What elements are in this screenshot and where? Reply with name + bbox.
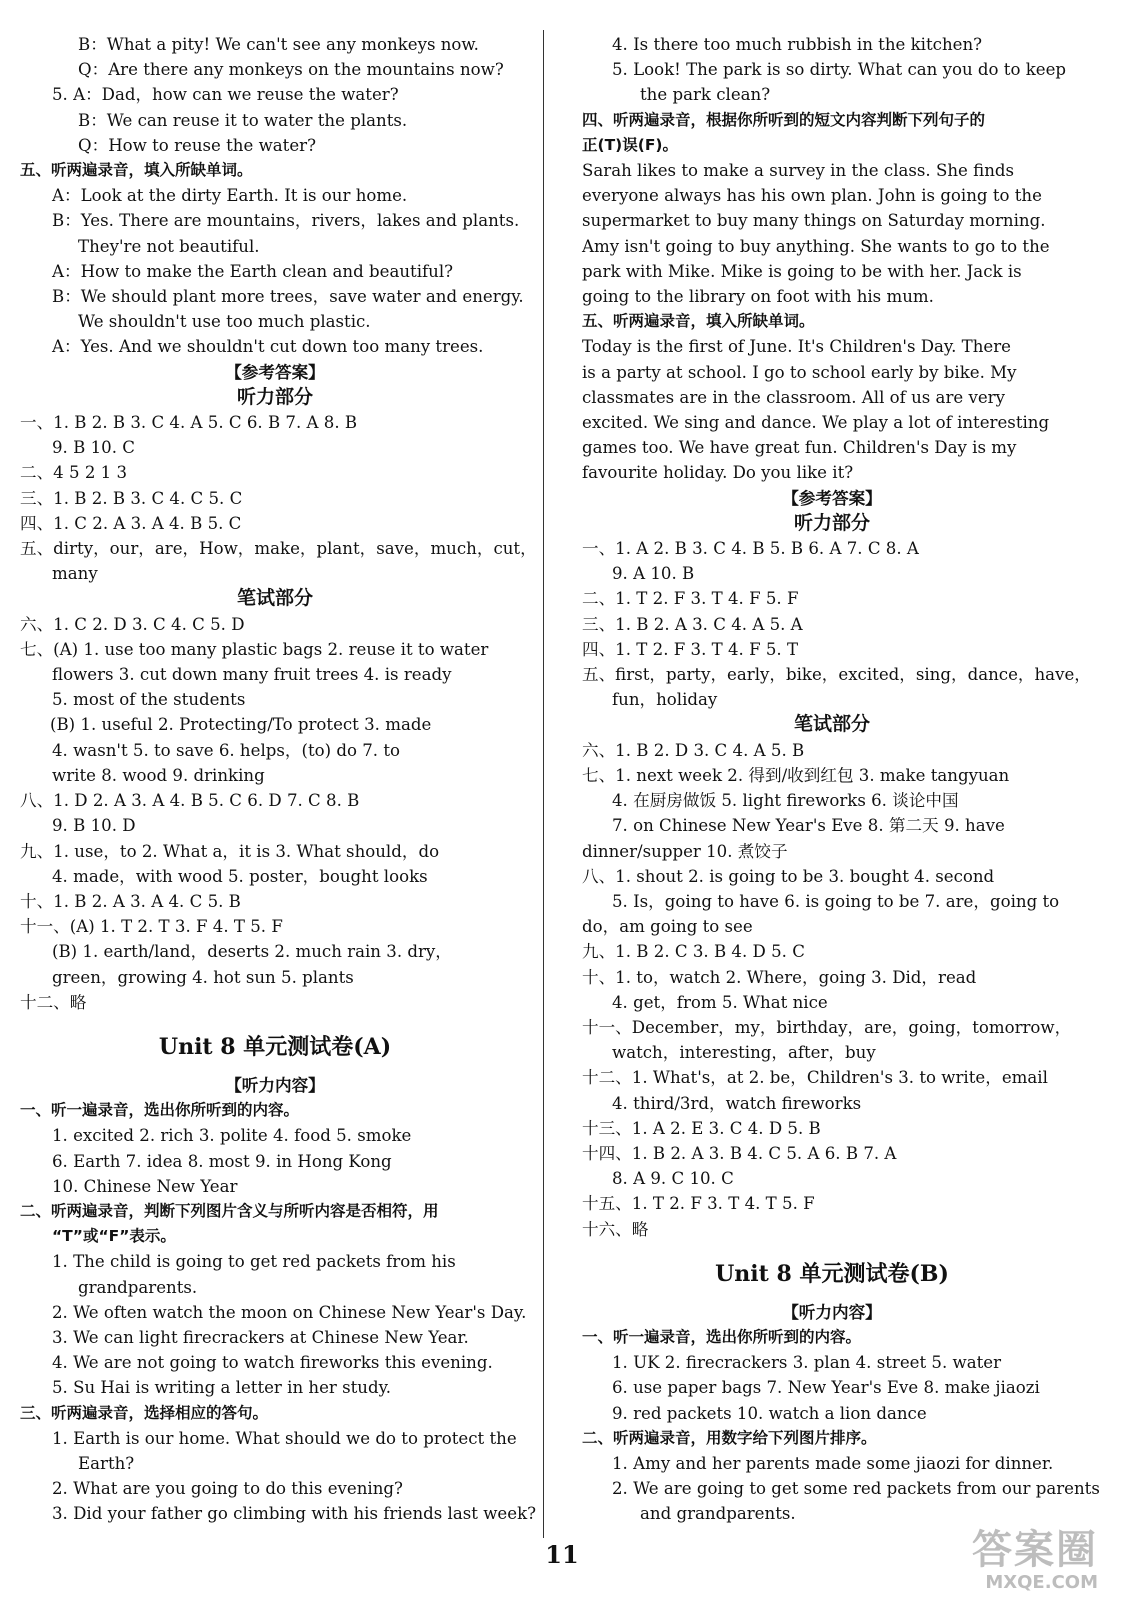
right-text-line: 2. We are going to get some red packets from our parents	[612, 1479, 1100, 1499]
right-text-line: 七、1. next week 2. 得到/收到红包 3. make tangyuan	[582, 765, 1010, 785]
left-text-line: B：We can reuse it to water the plants.	[78, 110, 408, 130]
right-text-line: everyone always has his own plan. John is going to the	[582, 186, 1042, 206]
left-text-line: 二、听两遍录音，判断下列图片含义与所听内容是否相符，用	[20, 1201, 439, 1220]
left-text-line: “T”或“F”表示。	[52, 1227, 176, 1246]
right-text-line: 听力部分	[793, 511, 870, 534]
left-text-line: 三、1. B 2. B 3. C 4. C 5. C	[20, 488, 243, 508]
left-text-line: 十一、(A) 1. T 2. T 3. F 4. T 5. F	[20, 917, 283, 937]
right-text-line: 1. Amy and her parents made some jiaozi for dinner.	[612, 1453, 1054, 1473]
right-text-line: 十六、略	[582, 1219, 649, 1239]
right-text-line: 9. A 10. B	[612, 564, 695, 584]
right-text-line: 一、听一遍录音，选出你所听到的内容。	[582, 1327, 862, 1346]
right-text-line: watch，interesting，after，buy	[612, 1043, 876, 1063]
right-text-line: 笔试部分	[793, 713, 870, 736]
right-text-line: favourite holiday. Do you like it?	[582, 463, 854, 483]
left-text-line: A：Look at the dirty Earth. It is our home.	[52, 186, 408, 206]
right-text-line: Today is the first of June. It's Children's Day. There	[582, 337, 1011, 357]
right-text-line: 六、1. B 2. D 3. C 4. A 5. B	[582, 740, 805, 760]
right-text-line: 十四、1. B 2. A 3. B 4. C 5. A 6. B 7. A	[582, 1143, 897, 1163]
right-text-line: 6. use paper bags 7. New Year's Eve 8. make jiaozi	[612, 1378, 1040, 1398]
left-text-line: flowers 3. cut down many fruit trees 4. is ready	[52, 665, 452, 685]
right-text-line: do，am going to see	[582, 917, 753, 937]
left-text-line: 2. We often watch the moon on Chinese New Year's Day.	[52, 1302, 527, 1322]
right-text-line: 三、1. B 2. A 3. C 4. A 5. A	[582, 614, 803, 634]
left-text-line: 五、听两遍录音，填入所缺单词。	[20, 161, 253, 180]
right-text-line: 5. Is，going to have 6. is going to be 7. are，going to	[612, 891, 1060, 911]
right-text-line: dinner/supper 10. 煮饺子	[582, 841, 788, 861]
right-text-line: the park clean?	[640, 85, 771, 105]
right-text-line: and grandparents.	[640, 1504, 796, 1524]
left-text-line: 9. B 10. C	[52, 438, 135, 458]
right-text-line: 十三、1. A 2. E 3. C 4. D 5. B	[582, 1118, 821, 1138]
left-text-line: A：Yes. And we shouldn't cut down too many trees.	[52, 337, 484, 357]
left-text-line: 3. We can light firecrackers at Chinese New Year.	[52, 1327, 469, 1347]
left-text-line: 4. We are not going to watch fireworks this evening.	[52, 1353, 493, 1373]
right-text-line: games too. We have great fun. Children's Day is my	[582, 438, 1017, 458]
right-text-line: 四、1. T 2. F 3. T 4. F 5. T	[582, 639, 799, 659]
left-text-line: grandparents.	[78, 1277, 198, 1297]
right-text-line: 4. get，from 5. What nice	[612, 992, 828, 1012]
left-text-line: 10. Chinese New Year	[52, 1176, 238, 1196]
watermark-site: MXQE.COM	[985, 1572, 1098, 1593]
right-text-line: 一、1. A 2. B 3. C 4. B 5. B 6. A 7. C 8. A	[582, 539, 919, 559]
left-text-line: many	[52, 564, 98, 584]
left-text-line: 4. wasn't 5. to save 6. helps，(to) do 7. to	[52, 740, 401, 760]
right-text-line: excited. We sing and dance. We play a lot of interesting	[582, 413, 1050, 433]
right-column	[582, 32, 1100, 1527]
left-column	[20, 32, 537, 1527]
left-text-line: 5. A：Dad，how can we reuse the water?	[52, 85, 399, 105]
right-text-line: 十五、1. T 2. F 3. T 4. T 5. F	[582, 1194, 815, 1214]
left-text-line: 1. The child is going to get red packets from his	[52, 1252, 456, 1272]
left-text-line: 二、4 5 2 1 3	[20, 463, 128, 483]
left-text-line: 2. What are you going to do this evening?	[52, 1479, 403, 1499]
left-text-line: 三、听两遍录音，选择相应的答句。	[20, 1403, 269, 1422]
watermark	[970, 1528, 1098, 1594]
left-text-line: 五、dirty，our，are，How，make，plant，save，much，cut，	[20, 539, 537, 559]
left-text-line: Q：How to reuse the water?	[78, 135, 316, 155]
left-text-line: (B) 1. useful 2. Protecting/To protect 3. made	[50, 715, 432, 735]
right-text-line: fun，holiday	[612, 690, 718, 710]
page-number: 11	[545, 1540, 579, 1569]
right-text-line: Sarah likes to make a survey in the class. She finds	[582, 161, 1015, 181]
right-text-line: 8. A 9. C 10. C	[612, 1169, 734, 1189]
right-text-line: 4. 在厨房做饭 5. light fireworks 6. 谈论中国	[612, 791, 959, 811]
right-text-line: 二、听两遍录音，用数字给下列图片排序。	[582, 1428, 877, 1447]
left-text-line: 5. most of the students	[52, 690, 246, 710]
left-text-line: 3. Did your father go climbing with his friends last week?	[52, 1504, 537, 1524]
left-text-line: They're not beautiful.	[78, 236, 260, 256]
right-text-line: is a party at school. I go to school early by bike. My	[582, 362, 1017, 382]
left-text-line: 六、1. C 2. D 3. C 4. C 5. D	[20, 614, 245, 634]
left-text-line: 9. B 10. D	[52, 816, 136, 836]
right-text-line: 【听力内容】	[782, 1302, 882, 1322]
left-text-line: 1. Earth is our home. What should we do to protect the	[52, 1428, 517, 1448]
column-divider	[543, 30, 544, 1538]
left-text-line: 八、1. D 2. A 3. A 4. B 5. C 6. D 7. C 8. B	[20, 791, 360, 811]
left-text-line: Unit 8 单元测试卷(A)	[158, 1033, 392, 1060]
left-text-line: write 8. wood 9. drinking	[52, 765, 265, 785]
right-text-line: 9. red packets 10. watch a lion dance	[612, 1403, 927, 1423]
left-text-line: B：We should plant more trees，save water and energy.	[52, 287, 524, 307]
right-text-line: 4. Is there too much rubbish in the kitchen?	[612, 35, 983, 54]
right-text-line: 7. on Chinese New Year's Eve 8. 第二天 9. have	[612, 816, 1005, 836]
right-text-line: 【参考答案】	[782, 488, 882, 508]
left-text-line: green，growing 4. hot sun 5. plants	[52, 967, 354, 987]
right-text-line: 二、1. T 2. F 3. T 4. F 5. F	[582, 589, 799, 609]
left-text-line: 4. made，with wood 5. poster，bought looks	[52, 866, 428, 886]
right-text-line: 5. Look! The park is so dirty. What can you do to keep	[612, 60, 1067, 80]
right-text-line: classmates are in the classroom. All of us are very	[582, 387, 1005, 407]
right-text-line: 五、first，party，early，bike，excited，sing，dance，have，	[582, 665, 1091, 685]
right-text-line: 1. UK 2. firecrackers 3. plan 4. street 5. water	[612, 1353, 1002, 1373]
left-text-line: Earth?	[78, 1453, 135, 1473]
right-text-line: 4. third/3rd，watch fireworks	[612, 1093, 862, 1113]
left-text-line: 听力部分	[236, 385, 313, 408]
right-text-line: 八、1. shout 2. is going to be 3. bought 4. second	[582, 866, 995, 886]
right-text-line: 十一、December，my，birthday，are，going，tomorrow，	[582, 1017, 1072, 1037]
left-text-line: We shouldn't use too much plastic.	[78, 312, 371, 332]
right-text-line: supermarket to buy many things on Saturday morning.	[582, 211, 1046, 231]
left-text-line: A：How to make the Earth clean and beautiful?	[52, 261, 454, 281]
left-text-line: 6. Earth 7. idea 8. most 9. in Hong Kong	[52, 1151, 392, 1171]
right-text-line: 五、听两遍录音，填入所缺单词。	[582, 312, 815, 331]
left-text-line: B：Yes. There are mountains，rivers，lakes and plants.	[52, 211, 520, 231]
left-text-line: 七、(A) 1. use too many plastic bags 2. reuse it to water	[20, 639, 489, 659]
left-text-line: 1. excited 2. rich 3. polite 4. food 5. smoke	[52, 1126, 412, 1146]
left-text-line: 笔试部分	[236, 587, 313, 610]
right-text-line: 十、1. to，watch 2. Where，going 3. Did，read	[582, 967, 977, 987]
right-text-line: 九、1. B 2. C 3. B 4. D 5. C	[582, 942, 805, 962]
left-text-line: 十二、略	[20, 992, 87, 1012]
left-text-line: 【参考答案】	[225, 362, 325, 382]
right-text-line: 十二、1. What's，at 2. be，Children's 3. to write，email	[582, 1068, 1048, 1088]
left-text-line: 一、1. B 2. B 3. C 4. A 5. C 6. B 7. A 8. B	[20, 413, 358, 433]
right-text-line: park with Mike. Mike is going to be with her. Jack is	[582, 261, 1022, 281]
left-text-line: 一、听一遍录音，选出你所听到的内容。	[20, 1101, 300, 1120]
left-text-line: Q：Are there any monkeys on the mountains now?	[78, 60, 504, 80]
left-text-line: 【听力内容】	[225, 1075, 325, 1095]
left-text-line: B：What a pity! We can't see any monkeys now.	[78, 35, 479, 54]
right-text-line: Unit 8 单元测试卷(B)	[715, 1260, 949, 1287]
right-text-line: going to the library on foot with his mum.	[582, 287, 934, 307]
right-text-line: 正(T)误(F)。	[582, 135, 678, 154]
right-text-line: 四、听两遍录音，根据你所听到的短文内容判断下列句子的	[582, 110, 986, 129]
watermark-logo: 答案圈	[972, 1527, 1098, 1573]
left-text-line: 十、1. B 2. A 3. A 4. C 5. B	[20, 891, 241, 911]
left-text-line: 四、1. C 2. A 3. A 4. B 5. C	[20, 513, 242, 533]
right-text-line: Amy isn't going to buy anything. She wants to go to the	[582, 236, 1050, 256]
left-text-line: 5. Su Hai is writing a letter in her study.	[52, 1378, 392, 1398]
left-text-line: (B) 1. earth/land，deserts 2. much rain 3. dry，	[52, 942, 452, 962]
left-text-line: 九、1. use，to 2. What a，it is 3. What should，do	[20, 841, 440, 861]
